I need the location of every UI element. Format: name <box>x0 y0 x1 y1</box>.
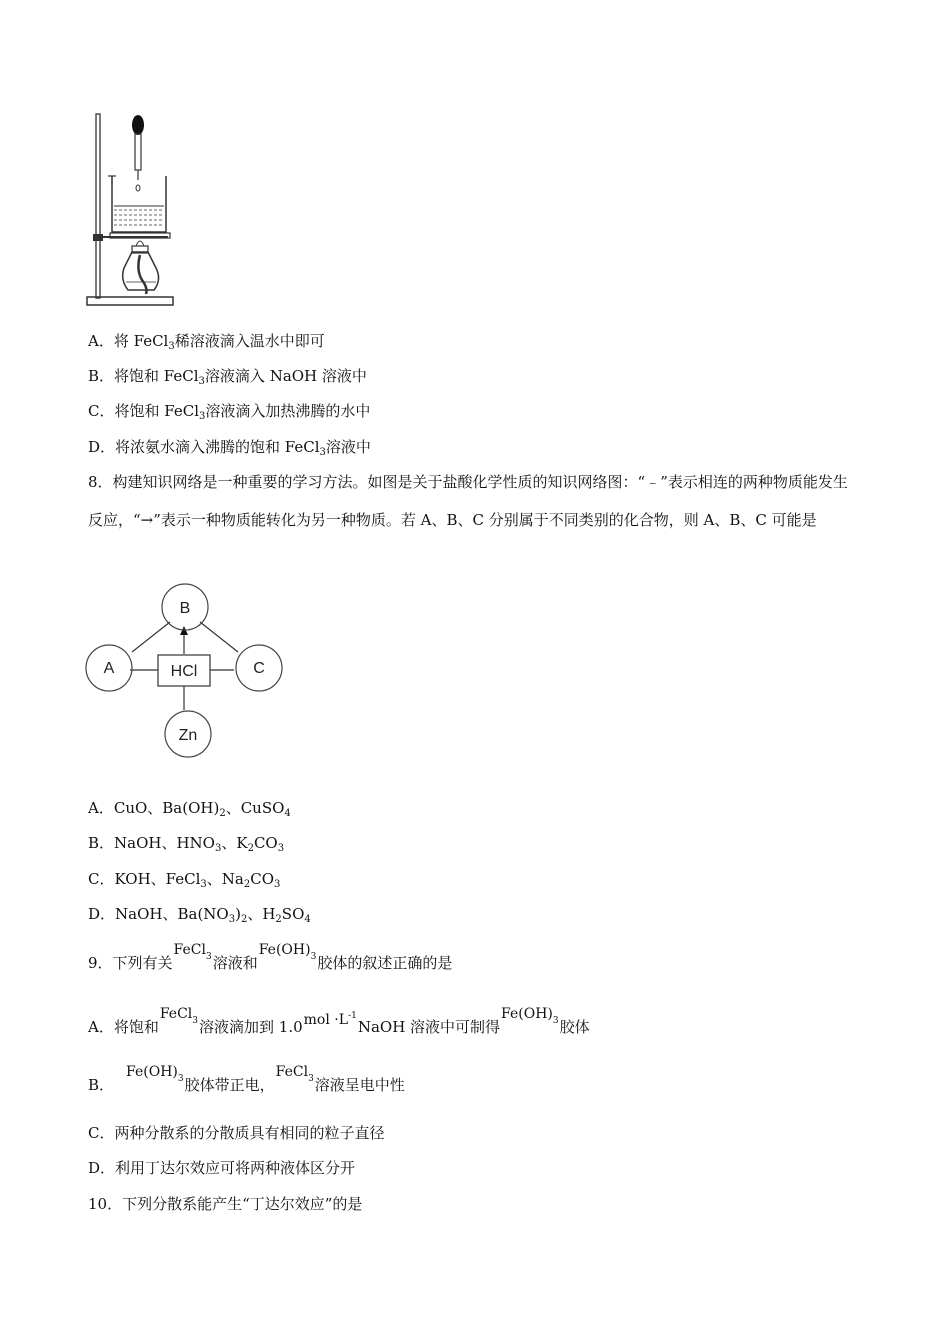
q8-option-c: C．KOH、FeCl$_3$、$Na_2CO_3$ <box>88 870 281 890</box>
q9-option-d: D．利用丁达尔效应可将两种液体区分开 <box>88 1159 356 1177</box>
formula-fecl3: FeCl$_3$ <box>275 1064 314 1084</box>
formula-fecl3: FeCl$_3$ <box>173 942 212 962</box>
q7-option-b: B．将饱和 FeCl$_3$溶液滴入 NaOH 溶液中 <box>88 367 367 387</box>
label-hcl: HCl <box>170 663 198 680</box>
q8-option-b: B．NaOH、$HNO_3$、$K_2CO_3$ <box>88 834 285 854</box>
q8-stem: 8．构建知识网络是一种重要的学习方法。如图是关于盐酸化学性质的知识网络图：“﹣”表示相连的两种物质能发生反应，“→”表示一种物质能转化为另一种物质。若 A、B、C 分别属于不同类别的化合物，则 A、B、C 可能是 <box>88 473 848 529</box>
q7-option-a: A．将 FeCl$_3$稀溶液滴入温水中即可 <box>88 332 325 352</box>
hcl-network-diagram <box>84 582 289 762</box>
q7-option-d: D．将浓氨水滴入沸腾的饱和 FeCl$_3$溶液中 <box>88 438 371 458</box>
q9-option-b: B．$Fe(OH)_3$胶体带正电，FeCl$_3$溶液呈电中性 <box>88 1064 405 1094</box>
q9-option-c: C．两种分散系的分散质具有相同的粒子直径 <box>88 1124 385 1142</box>
q7-option-c: C．将饱和 FeCl$_3$溶液滴入加热沸腾的水中 <box>88 402 371 422</box>
q9-stem: 9．下列有关FeCl$_3$溶液和$Fe(OH)_3$胶体的叙述正确的是 <box>88 942 453 972</box>
formula-feoh3: $Fe(OH)_3$ <box>258 942 317 962</box>
q8-option-d: D．NaOH、$Ba(NO_3)_2$、$H_2SO_4$ <box>88 905 311 925</box>
formula-feoh3: $Fe(OH)_3$ <box>126 1064 184 1084</box>
label-a: A <box>103 660 115 677</box>
apparatus-figure <box>84 110 184 310</box>
q9-option-a: A．将饱和FeCl$_3$溶液滴加到 $1.0mol \cdot L^{-1}NaOH$ 溶液中可制得$Fe(OH)_3$胶体 <box>88 1006 590 1036</box>
q10-stem: 10．下列分散系能产生“丁达尔效应”的是 <box>88 1195 363 1213</box>
label-zn: Zn <box>178 727 198 744</box>
formula-feoh3: $Fe(OH)_3$ <box>501 1006 559 1026</box>
formula-fecl3: FeCl$_3$ <box>159 1006 199 1026</box>
unit-mol-per-l: mol $\cdot L^{-1}$ <box>303 1011 357 1028</box>
label-c: C <box>253 660 265 677</box>
label-b: B <box>179 600 191 617</box>
q8-option-a: A．CuO、$Ba(OH)_2$、CuSO$_4$ <box>88 799 291 819</box>
